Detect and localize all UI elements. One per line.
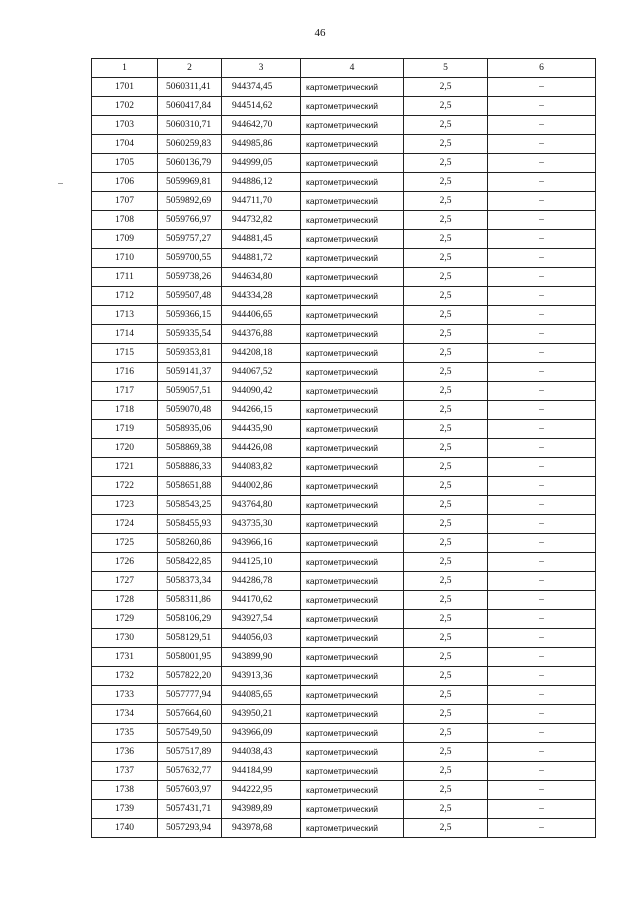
accuracy-cell: 2,5	[404, 610, 488, 629]
coordinate-x-cell: 5059766,97	[158, 211, 222, 230]
method-cell: картометрический	[301, 496, 404, 515]
table-row	[92, 781, 596, 800]
table-row	[92, 667, 596, 686]
note-cell: –	[488, 401, 596, 420]
column-header: 1	[92, 59, 158, 78]
coordinate-y-cell: 944881,45	[222, 230, 301, 249]
accuracy-cell: 2,5	[404, 724, 488, 743]
point-number-cell: 1726	[92, 553, 158, 572]
point-number-cell: 1713	[92, 306, 158, 325]
point-number-cell: 1737	[92, 762, 158, 781]
point-number-cell: 1704	[92, 135, 158, 154]
coordinate-x-cell: 5057603,97	[158, 781, 222, 800]
coordinate-y-cell: 943950,21	[222, 705, 301, 724]
coordinate-y-cell: 943735,30	[222, 515, 301, 534]
accuracy-cell: 2,5	[404, 401, 488, 420]
coordinate-y-cell: 944406,65	[222, 306, 301, 325]
coordinate-y-cell: 943927,54	[222, 610, 301, 629]
coordinate-y-cell: 943989,89	[222, 800, 301, 819]
method-cell: картометрический	[301, 306, 404, 325]
method-cell: картометрический	[301, 230, 404, 249]
table-row	[92, 78, 596, 97]
accuracy-cell: 2,5	[404, 135, 488, 154]
table-row	[92, 401, 596, 420]
note-cell: –	[488, 629, 596, 648]
note-cell: –	[488, 439, 596, 458]
accuracy-cell: 2,5	[404, 287, 488, 306]
note-cell: –	[488, 306, 596, 325]
coordinate-y-cell: 943764,80	[222, 496, 301, 515]
coordinate-y-cell: 944881,72	[222, 249, 301, 268]
note-cell: –	[488, 496, 596, 515]
coordinate-y-cell: 944642,70	[222, 116, 301, 135]
point-number-cell: 1705	[92, 154, 158, 173]
accuracy-cell: 2,5	[404, 762, 488, 781]
accuracy-cell: 2,5	[404, 781, 488, 800]
coordinate-y-cell: 944999,05	[222, 154, 301, 173]
note-cell: –	[488, 97, 596, 116]
coordinate-x-cell: 5059141,37	[158, 363, 222, 382]
coordinate-y-cell: 944085,65	[222, 686, 301, 705]
column-header: 6	[488, 59, 596, 78]
note-cell: –	[488, 154, 596, 173]
table-row	[92, 629, 596, 648]
method-cell: картометрический	[301, 819, 404, 838]
coordinate-x-cell: 5057632,77	[158, 762, 222, 781]
coordinate-y-cell: 944184,99	[222, 762, 301, 781]
coordinate-x-cell: 5057517,89	[158, 743, 222, 762]
coordinate-y-cell: 944435,90	[222, 420, 301, 439]
coordinate-x-cell: 5059757,27	[158, 230, 222, 249]
coordinate-x-cell: 5058422,85	[158, 553, 222, 572]
note-cell: –	[488, 287, 596, 306]
table-row	[92, 325, 596, 344]
coordinate-y-cell: 944985,86	[222, 135, 301, 154]
column-header: 5	[404, 59, 488, 78]
coordinate-x-cell: 5058886,33	[158, 458, 222, 477]
coordinate-y-cell: 944083,82	[222, 458, 301, 477]
coordinate-x-cell: 5060259,83	[158, 135, 222, 154]
point-number-cell: 1715	[92, 344, 158, 363]
method-cell: картометрический	[301, 648, 404, 667]
coordinate-x-cell: 5058869,38	[158, 439, 222, 458]
accuracy-cell: 2,5	[404, 249, 488, 268]
coordinate-x-cell: 5060136,79	[158, 154, 222, 173]
accuracy-cell: 2,5	[404, 325, 488, 344]
method-cell: картометрический	[301, 762, 404, 781]
note-cell: –	[488, 135, 596, 154]
method-cell: картометрический	[301, 534, 404, 553]
accuracy-cell: 2,5	[404, 591, 488, 610]
point-number-cell: 1707	[92, 192, 158, 211]
method-cell: картометрический	[301, 268, 404, 287]
accuracy-cell: 2,5	[404, 819, 488, 838]
method-cell: картометрический	[301, 173, 404, 192]
coordinate-y-cell: 943966,09	[222, 724, 301, 743]
table-row	[92, 496, 596, 515]
note-cell: –	[488, 610, 596, 629]
point-number-cell: 1702	[92, 97, 158, 116]
coordinate-x-cell: 5059335,54	[158, 325, 222, 344]
point-number-cell: 1734	[92, 705, 158, 724]
point-number-cell: 1732	[92, 667, 158, 686]
note-cell: –	[488, 116, 596, 135]
table-row	[92, 97, 596, 116]
table-row	[92, 363, 596, 382]
coordinate-x-cell: 5057293,94	[158, 819, 222, 838]
point-number-cell: 1731	[92, 648, 158, 667]
coordinate-x-cell: 5059738,26	[158, 268, 222, 287]
coordinate-y-cell: 944886,12	[222, 173, 301, 192]
table-row	[92, 420, 596, 439]
method-cell: картометрический	[301, 629, 404, 648]
accuracy-cell: 2,5	[404, 496, 488, 515]
table-row	[92, 344, 596, 363]
table-row	[92, 553, 596, 572]
point-number-cell: 1724	[92, 515, 158, 534]
method-cell: картометрический	[301, 97, 404, 116]
method-cell: картометрический	[301, 363, 404, 382]
method-cell: картометрический	[301, 515, 404, 534]
coordinate-x-cell: 5058001,95	[158, 648, 222, 667]
note-cell: –	[488, 268, 596, 287]
coordinate-x-cell: 5057777,94	[158, 686, 222, 705]
table-row	[92, 705, 596, 724]
note-cell: –	[488, 724, 596, 743]
method-cell: картометрический	[301, 686, 404, 705]
point-number-cell: 1719	[92, 420, 158, 439]
table-row	[92, 306, 596, 325]
point-number-cell: 1709	[92, 230, 158, 249]
coordinate-y-cell: 943899,90	[222, 648, 301, 667]
method-cell: картометрический	[301, 211, 404, 230]
table-row	[92, 762, 596, 781]
coordinate-y-cell: 943978,68	[222, 819, 301, 838]
page-number: 46	[314, 27, 326, 39]
accuracy-cell: 2,5	[404, 477, 488, 496]
point-number-cell: 1739	[92, 800, 158, 819]
method-cell: картометрический	[301, 154, 404, 173]
coordinate-x-cell: 5059353,81	[158, 344, 222, 363]
table-row	[92, 534, 596, 553]
coordinate-x-cell: 5058129,51	[158, 629, 222, 648]
note-cell: –	[488, 458, 596, 477]
table-row	[92, 249, 596, 268]
method-cell: картометрический	[301, 420, 404, 439]
coordinate-x-cell: 5060417,84	[158, 97, 222, 116]
accuracy-cell: 2,5	[404, 97, 488, 116]
coordinate-x-cell: 5059700,55	[158, 249, 222, 268]
method-cell: картометрический	[301, 458, 404, 477]
method-cell: картометрический	[301, 553, 404, 572]
column-header: 3	[222, 59, 301, 78]
method-cell: картометрический	[301, 610, 404, 629]
method-cell: картометрический	[301, 287, 404, 306]
table-row	[92, 192, 596, 211]
table-header-row	[92, 59, 596, 78]
column-header: 4	[301, 59, 404, 78]
note-cell: –	[488, 382, 596, 401]
coordinate-x-cell: 5059057,51	[158, 382, 222, 401]
table-row	[92, 439, 596, 458]
accuracy-cell: 2,5	[404, 572, 488, 591]
table-row	[92, 458, 596, 477]
coordinate-y-cell: 944125,10	[222, 553, 301, 572]
method-cell: картометрический	[301, 192, 404, 211]
table-row	[92, 211, 596, 230]
point-number-cell: 1701	[92, 78, 158, 97]
point-number-cell: 1718	[92, 401, 158, 420]
coordinate-y-cell: 944374,45	[222, 78, 301, 97]
table-row	[92, 648, 596, 667]
note-cell: –	[488, 781, 596, 800]
note-cell: –	[488, 819, 596, 838]
method-cell: картометрический	[301, 382, 404, 401]
note-cell: –	[488, 515, 596, 534]
point-number-cell: 1708	[92, 211, 158, 230]
coordinate-x-cell: 5058543,25	[158, 496, 222, 515]
coordinate-y-cell: 944426,08	[222, 439, 301, 458]
point-number-cell: 1733	[92, 686, 158, 705]
note-cell: –	[488, 705, 596, 724]
note-cell: –	[488, 686, 596, 705]
coordinate-y-cell: 944067,52	[222, 363, 301, 382]
coordinate-x-cell: 5058311,86	[158, 591, 222, 610]
method-cell: картометрический	[301, 344, 404, 363]
coordinate-x-cell: 5060311,41	[158, 78, 222, 97]
coordinate-y-cell: 944038,43	[222, 743, 301, 762]
table-row	[92, 743, 596, 762]
accuracy-cell: 2,5	[404, 667, 488, 686]
table-row	[92, 154, 596, 173]
method-cell: картометрический	[301, 401, 404, 420]
method-cell: картометрический	[301, 743, 404, 762]
note-cell: –	[488, 420, 596, 439]
point-number-cell: 1723	[92, 496, 158, 515]
table-row	[92, 819, 596, 838]
coordinate-y-cell: 944286,78	[222, 572, 301, 591]
point-number-cell: 1740	[92, 819, 158, 838]
coordinate-y-cell: 944208,18	[222, 344, 301, 363]
table-row	[92, 477, 596, 496]
note-cell: –	[488, 173, 596, 192]
method-cell: картометрический	[301, 781, 404, 800]
coordinate-y-cell: 944711,70	[222, 192, 301, 211]
note-cell: –	[488, 553, 596, 572]
table-row	[92, 135, 596, 154]
accuracy-cell: 2,5	[404, 629, 488, 648]
coordinate-x-cell: 5059366,15	[158, 306, 222, 325]
method-cell: картометрический	[301, 78, 404, 97]
coordinates-table	[91, 58, 596, 838]
point-number-cell: 1736	[92, 743, 158, 762]
method-cell: картометрический	[301, 477, 404, 496]
table-body	[92, 78, 596, 838]
coordinate-y-cell: 943966,16	[222, 534, 301, 553]
scan-speck	[58, 183, 63, 184]
method-cell: картометрический	[301, 135, 404, 154]
point-number-cell: 1706	[92, 173, 158, 192]
point-number-cell: 1735	[92, 724, 158, 743]
coordinate-x-cell: 5058106,29	[158, 610, 222, 629]
note-cell: –	[488, 667, 596, 686]
coordinate-y-cell: 943913,36	[222, 667, 301, 686]
coordinate-y-cell: 944634,80	[222, 268, 301, 287]
coordinate-x-cell: 5057431,71	[158, 800, 222, 819]
note-cell: –	[488, 249, 596, 268]
coordinate-y-cell: 944266,15	[222, 401, 301, 420]
accuracy-cell: 2,5	[404, 553, 488, 572]
point-number-cell: 1725	[92, 534, 158, 553]
accuracy-cell: 2,5	[404, 458, 488, 477]
note-cell: –	[488, 648, 596, 667]
coordinate-x-cell: 5059070,48	[158, 401, 222, 420]
method-cell: картометрический	[301, 439, 404, 458]
coordinate-x-cell: 5057549,50	[158, 724, 222, 743]
accuracy-cell: 2,5	[404, 230, 488, 249]
note-cell: –	[488, 534, 596, 553]
accuracy-cell: 2,5	[404, 344, 488, 363]
table-row	[92, 610, 596, 629]
accuracy-cell: 2,5	[404, 306, 488, 325]
method-cell: картометрический	[301, 591, 404, 610]
note-cell: –	[488, 477, 596, 496]
table-row	[92, 268, 596, 287]
coordinate-x-cell: 5058935,06	[158, 420, 222, 439]
note-cell: –	[488, 762, 596, 781]
table-row	[92, 515, 596, 534]
note-cell: –	[488, 78, 596, 97]
coordinate-x-cell: 5057822,20	[158, 667, 222, 686]
method-cell: картометрический	[301, 325, 404, 344]
table-row	[92, 287, 596, 306]
point-number-cell: 1710	[92, 249, 158, 268]
table-row	[92, 173, 596, 192]
point-number-cell: 1703	[92, 116, 158, 135]
coordinate-y-cell: 944376,88	[222, 325, 301, 344]
accuracy-cell: 2,5	[404, 800, 488, 819]
accuracy-cell: 2,5	[404, 686, 488, 705]
coordinate-y-cell: 944170,62	[222, 591, 301, 610]
method-cell: картометрический	[301, 249, 404, 268]
table-row	[92, 800, 596, 819]
coordinate-x-cell: 5059892,69	[158, 192, 222, 211]
coordinate-y-cell: 944056,03	[222, 629, 301, 648]
coordinate-y-cell: 944090,42	[222, 382, 301, 401]
accuracy-cell: 2,5	[404, 382, 488, 401]
accuracy-cell: 2,5	[404, 363, 488, 382]
note-cell: –	[488, 230, 596, 249]
table-row	[92, 572, 596, 591]
point-number-cell: 1730	[92, 629, 158, 648]
accuracy-cell: 2,5	[404, 192, 488, 211]
accuracy-cell: 2,5	[404, 116, 488, 135]
note-cell: –	[488, 591, 596, 610]
note-cell: –	[488, 192, 596, 211]
accuracy-cell: 2,5	[404, 78, 488, 97]
table-row	[92, 116, 596, 135]
method-cell: картометрический	[301, 800, 404, 819]
accuracy-cell: 2,5	[404, 211, 488, 230]
note-cell: –	[488, 800, 596, 819]
accuracy-cell: 2,5	[404, 154, 488, 173]
point-number-cell: 1721	[92, 458, 158, 477]
point-number-cell: 1722	[92, 477, 158, 496]
table-row	[92, 686, 596, 705]
method-cell: картометрический	[301, 116, 404, 135]
table-row	[92, 382, 596, 401]
coordinate-x-cell: 5058260,86	[158, 534, 222, 553]
accuracy-cell: 2,5	[404, 705, 488, 724]
point-number-cell: 1717	[92, 382, 158, 401]
coordinate-y-cell: 944732,82	[222, 211, 301, 230]
coordinate-x-cell: 5060310,71	[158, 116, 222, 135]
accuracy-cell: 2,5	[404, 743, 488, 762]
point-number-cell: 1729	[92, 610, 158, 629]
coordinate-x-cell: 5057664,60	[158, 705, 222, 724]
coordinate-x-cell: 5059969,81	[158, 173, 222, 192]
point-number-cell: 1711	[92, 268, 158, 287]
note-cell: –	[488, 363, 596, 382]
coordinate-y-cell: 944002,86	[222, 477, 301, 496]
method-cell: картометрический	[301, 724, 404, 743]
note-cell: –	[488, 211, 596, 230]
point-number-cell: 1712	[92, 287, 158, 306]
coordinate-x-cell: 5058373,34	[158, 572, 222, 591]
coordinate-x-cell: 5058651,88	[158, 477, 222, 496]
accuracy-cell: 2,5	[404, 420, 488, 439]
accuracy-cell: 2,5	[404, 268, 488, 287]
accuracy-cell: 2,5	[404, 515, 488, 534]
accuracy-cell: 2,5	[404, 439, 488, 458]
accuracy-cell: 2,5	[404, 648, 488, 667]
coordinate-y-cell: 944514,62	[222, 97, 301, 116]
point-number-cell: 1738	[92, 781, 158, 800]
table-row	[92, 230, 596, 249]
coordinate-y-cell: 944222,95	[222, 781, 301, 800]
point-number-cell: 1716	[92, 363, 158, 382]
method-cell: картометрический	[301, 705, 404, 724]
accuracy-cell: 2,5	[404, 534, 488, 553]
point-number-cell: 1714	[92, 325, 158, 344]
note-cell: –	[488, 572, 596, 591]
point-number-cell: 1720	[92, 439, 158, 458]
coordinate-y-cell: 944334,28	[222, 287, 301, 306]
note-cell: –	[488, 344, 596, 363]
coordinate-x-cell: 5058455,93	[158, 515, 222, 534]
point-number-cell: 1728	[92, 591, 158, 610]
accuracy-cell: 2,5	[404, 173, 488, 192]
point-number-cell: 1727	[92, 572, 158, 591]
column-header: 2	[158, 59, 222, 78]
note-cell: –	[488, 743, 596, 762]
method-cell: картометрический	[301, 667, 404, 686]
table-row	[92, 724, 596, 743]
note-cell: –	[488, 325, 596, 344]
coordinate-x-cell: 5059507,48	[158, 287, 222, 306]
method-cell: картометрический	[301, 572, 404, 591]
table-row	[92, 591, 596, 610]
